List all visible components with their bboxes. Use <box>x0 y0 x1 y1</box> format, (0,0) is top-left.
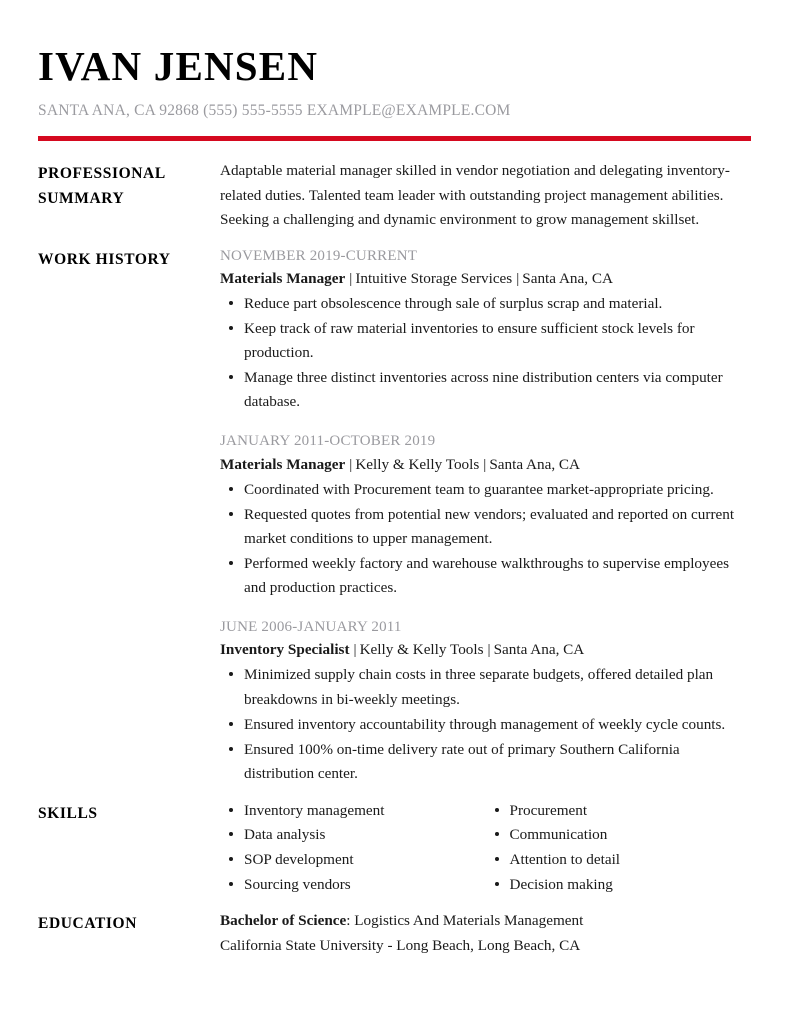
job-bullet-list <box>220 663 751 785</box>
skill-item: Data analysis <box>220 823 486 847</box>
section-label-education: EDUCATION <box>38 915 137 933</box>
spacer <box>38 897 751 909</box>
skills-list <box>486 799 752 897</box>
job-bullet: Ensured inventory accountability through management of weekly cycle counts. <box>220 713 751 737</box>
section-content-skills <box>220 799 751 898</box>
job-bullet: Keep track of raw material inventories to ensure sufficient stock levels for production. <box>220 317 751 365</box>
education-school-line: California State University - Long Beach, Long Beach, CA <box>220 936 581 954</box>
section-label-work-history: WORK HISTORY <box>38 250 171 268</box>
resume-header <box>0 0 791 120</box>
section-skills <box>38 799 751 898</box>
job-bullet: Coordinated with Procurement team to guarantee market-appropriate pricing. <box>220 478 751 502</box>
job-entry <box>220 245 751 415</box>
job-title: Inventory Specialist <box>220 641 350 659</box>
job-location: Santa Ana, CA <box>493 641 585 659</box>
field-separator: | <box>516 270 520 288</box>
job-company: Kelly & Kelly Tools <box>359 641 484 659</box>
section-work-history <box>38 245 751 787</box>
job-company: Kelly & Kelly Tools <box>355 455 480 473</box>
section-content-education <box>220 909 751 958</box>
field-separator: | <box>349 270 353 288</box>
education-field: : Logistics And Materials Management <box>346 912 584 930</box>
field-separator: | <box>487 641 491 659</box>
skill-item: Decision making <box>486 873 752 897</box>
job-title-line <box>220 267 751 291</box>
job-location: Santa Ana, CA <box>489 455 581 473</box>
job-title: Materials Manager <box>220 455 346 473</box>
section-content-summary <box>220 159 751 233</box>
job-entry <box>220 430 751 600</box>
job-dates: JUNE 2006-JANUARY 2011 <box>220 618 402 635</box>
skill-item: Procurement <box>486 799 752 823</box>
job-bullet-list <box>220 292 751 414</box>
job-dates: NOVEMBER 2019-CURRENT <box>220 247 418 264</box>
job-company: Intuitive Storage Services <box>355 270 513 288</box>
field-separator: | <box>353 641 357 659</box>
skills-columns <box>220 799 751 898</box>
skill-item: Sourcing vendors <box>220 873 486 897</box>
job-bullet: Ensured 100% on-time delivery rate out of primary Southern California distribution center. <box>220 738 751 786</box>
job-bullet: Performed weekly factory and warehouse walkthroughs to supervise employees and production practices. <box>220 552 751 600</box>
section-label-skills: SKILLS <box>38 804 98 822</box>
job-title: Materials Manager <box>220 270 346 288</box>
candidate-name: IVAN JENSEN <box>38 43 319 89</box>
section-content-work-history <box>220 245 751 787</box>
field-separator: | <box>483 455 487 473</box>
skill-item: SOP development <box>220 848 486 872</box>
job-bullet: Reduce part obsolescence through sale of surplus scrap and material. <box>220 292 751 316</box>
skills-list <box>220 799 486 897</box>
section-education <box>38 909 751 958</box>
skill-item: Attention to detail <box>486 848 752 872</box>
spacer <box>38 787 751 799</box>
skills-column-left <box>220 799 486 898</box>
education-degree-line <box>220 909 751 933</box>
job-bullet-list <box>220 478 751 600</box>
field-separator: | <box>349 455 353 473</box>
skill-item: Inventory management <box>220 799 486 823</box>
job-entry <box>220 616 751 786</box>
skill-item: Communication <box>486 823 752 847</box>
job-title-line <box>220 453 751 477</box>
job-bullet: Requested quotes from potential new vendors; evaluated and reported on current market conditions to upper management. <box>220 503 751 551</box>
job-location: Santa Ana, CA <box>522 270 613 288</box>
job-bullet: Minimized supply chain costs in three separate budgets, offered detailed plan breakdowns in bi-weekly meetings. <box>220 663 751 711</box>
section-label-summary: PROFESSIONAL SUMMARY <box>38 164 165 208</box>
job-title-line <box>220 638 751 662</box>
job-dates: JANUARY 2011-OCTOBER 2019 <box>220 433 436 450</box>
job-bullet: Manage three distinct inventories across nine distribution centers via computer database. <box>220 366 751 414</box>
summary-text: Adaptable material manager skilled in vendor negotiation and delegating inventory-related duties. Talented team leader with outstanding project management abilities. Seeking a challenging and dynamic environment to grow management skillset. <box>220 161 730 229</box>
education-degree: Bachelor of Science <box>220 912 347 930</box>
skills-column-right <box>486 799 752 898</box>
section-professional-summary <box>38 159 751 233</box>
contact-line: SANTA ANA, CA 92868 (555) 555-5555 EXAMPLE@EXAMPLE.COM <box>38 101 511 119</box>
resume-body <box>0 141 791 958</box>
spacer <box>38 233 751 245</box>
